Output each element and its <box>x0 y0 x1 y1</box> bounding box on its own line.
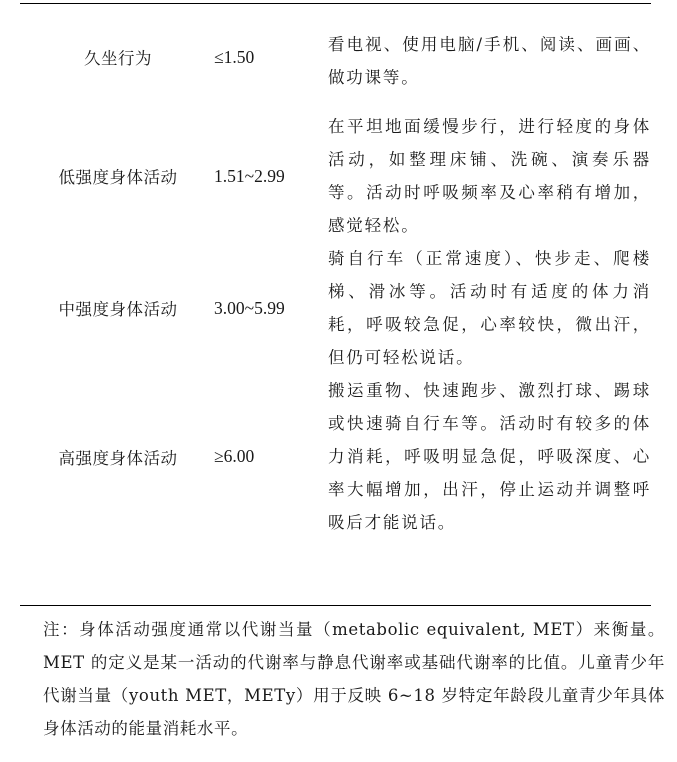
met-value: 1.51~2.99 <box>214 165 285 186</box>
activity-description: 搬运重物、快速跑步、激烈打球、踢球或快速骑自行车等。活动时有较多的体力消耗，呼吸明显急促，呼吸深度、心率大幅增加，出汗，停止运动并调整呼吸后才能说话。 <box>328 381 651 532</box>
met-value: ≤1.50 <box>214 46 255 67</box>
table-row <box>20 242 651 374</box>
activity-description: 在平坦地面缓慢步行，进行轻度的身体活动，如整理床铺、洗碗、演奏乐器等。活动时呼吸频率及心率稍有增加，感觉轻松。 <box>328 117 651 235</box>
activity-name: 中强度身体活动 <box>58 300 178 319</box>
met-value: 3.00~5.99 <box>214 297 285 318</box>
met-range <box>216 110 328 242</box>
activity-name: 低强度身体活动 <box>58 168 178 187</box>
met-table <box>20 4 651 539</box>
table-row <box>20 110 651 242</box>
met-range <box>216 242 328 374</box>
met-range <box>216 4 328 110</box>
activity-description: 看电视、使用电脑/手机、阅读、画画、做功课等。 <box>328 35 651 87</box>
table-row <box>20 4 651 110</box>
met-value: ≥6.00 <box>214 446 255 466</box>
table-note: 注：身体活动强度通常以代谢当量（metabolic equivalent, MET）来衡量。MET 的定义是某一活动的代谢率与静息代谢率或基础代谢率的比值。儿童青少年代谢当量（youth MET，METy）用于反映 6~18 岁特定年龄段儿童青少年具体身体活动的能量消耗水平。 <box>43 620 665 738</box>
table-bottom-rule <box>20 605 651 606</box>
table-row <box>20 374 651 539</box>
activity-name: 久坐行为 <box>84 49 152 68</box>
activity-name: 高强度身体活动 <box>58 448 178 468</box>
activity-description: 骑自行车（正常速度）、快步走、爬楼梯、滑冰等。活动时有适度的体力消耗，呼吸较急促，心率较快，微出汗，但仍可轻松说话。 <box>328 249 651 367</box>
met-range <box>216 374 328 539</box>
